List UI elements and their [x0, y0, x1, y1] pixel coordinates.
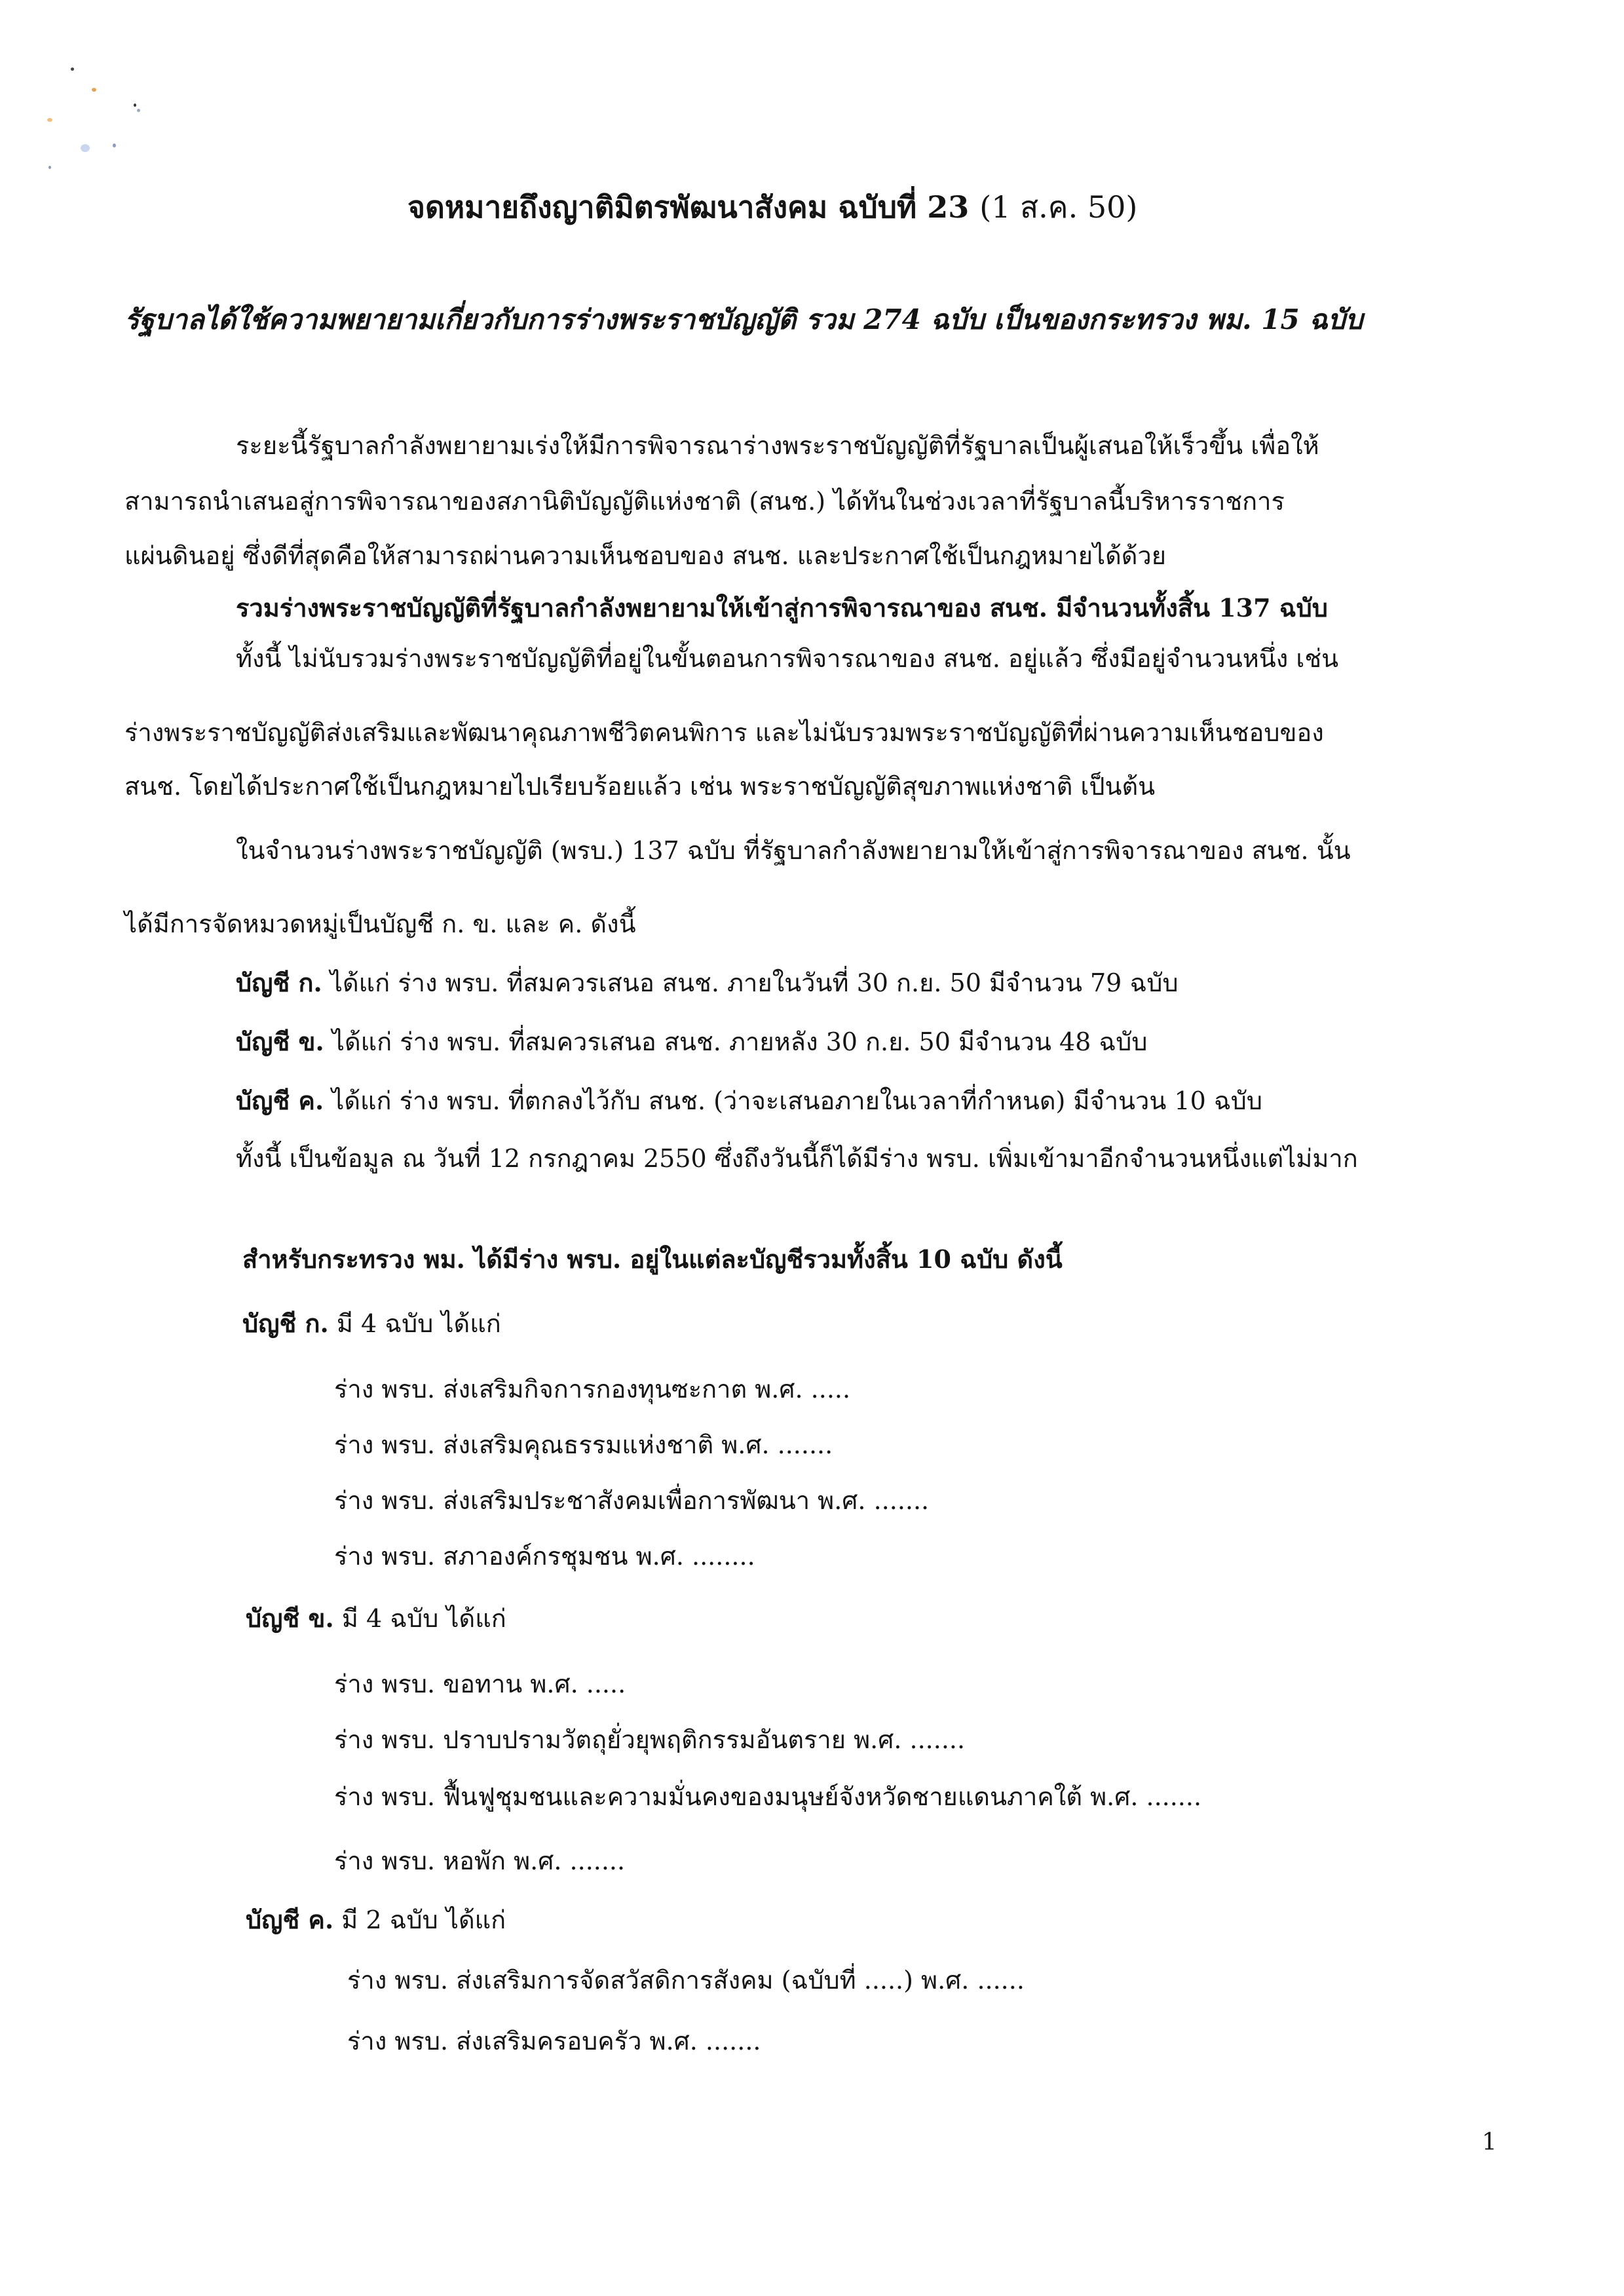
ministry-list-b-count: มี 4 ฉบับ ได้แก่ [341, 1604, 506, 1633]
paragraph-2-line-3: สนช. โดยได้ประกาศใช้เป็นกฎหมายไปเรียบร้อยแล้ว เช่น พระราชบัญญัติสุขภาพแห่งชาติ เป็นต้น [124, 772, 1156, 801]
paragraph-2-line-1: ทั้งนี้ ไม่นับรวมร่างพระราชบัญญัติที่อยู่ในขั้นตอนการพิจารณาของ สนช. อยู่แล้ว ซึ่งมีอยู่จำนวนหนึ่ง เช่น [236, 644, 1339, 673]
data-note: ทั้งนี้ เป็นข้อมูล ณ วันที่ 12 กรกฎาคม 2550 ซึ่งถึงวันนี้ก็ได้มีร่าง พรบ. เพิ่มเข้ามาอีกจำนวนหนึ่งแต่ไม่มาก [236, 1144, 1358, 1173]
list-item: ร่าง พรบ. ขอทาน พ.ศ. ..... [334, 1670, 626, 1698]
paragraph-1-line-1: ระยะนี้รัฐบาลกำลังพยายามเร่งให้มีการพิจารณาร่างพระราชบัญญัติที่รัฐบาลเป็นผู้เสนอให้เร็วขึ้น เพื่อให้ [236, 431, 1319, 460]
schedule-a-label: บัญชี ก. [236, 968, 322, 997]
list-item: ร่าง พรบ. สภาองค์กรชุมชน พ.ศ. ........ [334, 1542, 755, 1571]
schedule-c-label: บัญชี ค. [236, 1086, 324, 1115]
title-main: จดหมายถึงญาติมิตรพัฒนาสังคม ฉบับที่ 23 [407, 189, 970, 225]
list-item: ร่าง พรบ. ส่งเสริมประชาสังคมเพื่อการพัฒนา พ.ศ. ....... [334, 1486, 930, 1515]
scan-speck [47, 118, 52, 122]
ministry-list-c-count: มี 2 ฉบับ ได้แก่ [341, 1905, 506, 1934]
ministry-list-b-header [246, 1599, 506, 1638]
ministry-list-c-label: บัญชี ค. [246, 1905, 334, 1934]
scan-speck [92, 88, 96, 92]
paragraph-2-line-2: ร่างพระราชบัญญัติส่งเสริมและพัฒนาคุณภาพชีวิตคนพิการ และไม่นับรวมพระราชบัญญัติที่ผ่านความเห็นชอบของ [124, 718, 1324, 747]
schedule-a-text: ได้แก่ ร่าง พรบ. ที่สมควรเสนอ สนช. ภายในวันที่ 30 ก.ย. 50 มีจำนวน 79 ฉบับ [330, 968, 1179, 997]
scan-speck [81, 144, 90, 152]
list-item: ร่าง พรบ. ส่งเสริมกิจการกองทุนซะกาต พ.ศ. ..... [334, 1375, 851, 1404]
paragraph-3-line-1: ในจำนวนร่างพระราชบัญญัติ (พรบ.) 137 ฉบับ ที่รัฐบาลกำลังพยายามให้เข้าสู่การพิจารณาของ สนช. นั้น [236, 836, 1351, 865]
scan-speck [137, 109, 140, 112]
paragraph-1-line-2: สามารถนำเสนอสู่การพิจารณาของสภานิติบัญญัติแห่งชาติ (สนช.) ได้ทันในช่วงเวลาที่รัฐบาลนี้บริหารราชการ [124, 487, 1285, 516]
ministry-heading: สำหรับกระทรวง พม. ได้มีร่าง พรบ. อยู่ในแต่ละบัญชีรวมทั้งสิ้น 10 ฉบับ ดังนี้ [242, 1244, 1063, 1274]
list-item: ร่าง พรบ. หอพัก พ.ศ. ....... [334, 1846, 626, 1875]
scan-speck [48, 166, 51, 169]
ministry-list-a-label: บัญชี ก. [242, 1309, 329, 1338]
scan-speck [134, 104, 136, 107]
page-number: 1 [1482, 2129, 1497, 2156]
schedule-b-text: ได้แก่ ร่าง พรบ. ที่สมควรเสนอ สนช. ภายหลัง 30 ก.ย. 50 มีจำนวน 48 ฉบับ [331, 1027, 1148, 1056]
list-item: ร่าง พรบ. ปราบปรามวัตถุยั่วยุพฤติกรรมอันตราย พ.ศ. ....... [334, 1725, 966, 1754]
ministry-list-c-header [246, 1900, 506, 1940]
schedule-b-label: บัญชี ข. [236, 1027, 324, 1056]
paragraph-1-line-3: แผ่นดินอยู่ ซึ่งดีที่สุดคือให้สามารถผ่านความเห็นชอบของ สนช. และประกาศใช้เป็นกฎหมายได้ด้วย [124, 541, 1167, 570]
list-item: ร่าง พรบ. ส่งเสริมการจัดสวัสดิการสังคม (ฉบับที่ .....) พ.ศ. ...... [347, 1966, 1025, 1995]
schedule-c-text: ได้แก่ ร่าง พรบ. ที่ตกลงไว้กับ สนช. (ว่าจะเสนอภายในเวลาที่กำหนด) มีจำนวน 10 ฉบับ [331, 1086, 1262, 1115]
document-subtitle: รัฐบาลได้ใช้ความพยายามเกี่ยวกับการร่างพระราชบัญญัติ รวม 274 ฉบับ เป็นของกระทรวง พม. 15 ฉบับ [124, 303, 1363, 335]
ministry-list-b-label: บัญชี ข. [246, 1603, 334, 1633]
schedule-c [236, 1081, 1262, 1120]
ministry-list-a-count: มี 4 ฉบับ ได้แก่ [336, 1309, 501, 1338]
scan-speck [113, 144, 116, 147]
list-item: ร่าง พรบ. ส่งเสริมครอบครัว พ.ศ. ....... [347, 2027, 761, 2056]
summary-total-drafts: รวมร่างพระราชบัญญัติที่รัฐบาลกำลังพยายามให้เข้าสู่การพิจารณาของ สนช. มีจำนวนทั้งสิ้น 137 ฉบับ [236, 593, 1328, 622]
document-title [407, 187, 1137, 227]
list-item: ร่าง พรบ. ฟื้นฟูชุมชนและความมั่นคงของมนุษย์จังหวัดชายแดนภาคใต้ พ.ศ. ....... [334, 1782, 1202, 1811]
paragraph-3-line-2: ได้มีการจัดหมวดหมู่เป็นบัญชี ก. ข. และ ค. ดังนี้ [124, 909, 636, 938]
schedule-b [236, 1022, 1148, 1062]
ministry-list-a-header [242, 1304, 501, 1343]
list-item: ร่าง พรบ. ส่งเสริมคุณธรรมแห่งชาติ พ.ศ. ....... [334, 1430, 833, 1459]
schedule-a [236, 963, 1179, 1003]
scan-speck [71, 67, 74, 71]
title-date: (1 ส.ค. 50) [979, 189, 1138, 225]
